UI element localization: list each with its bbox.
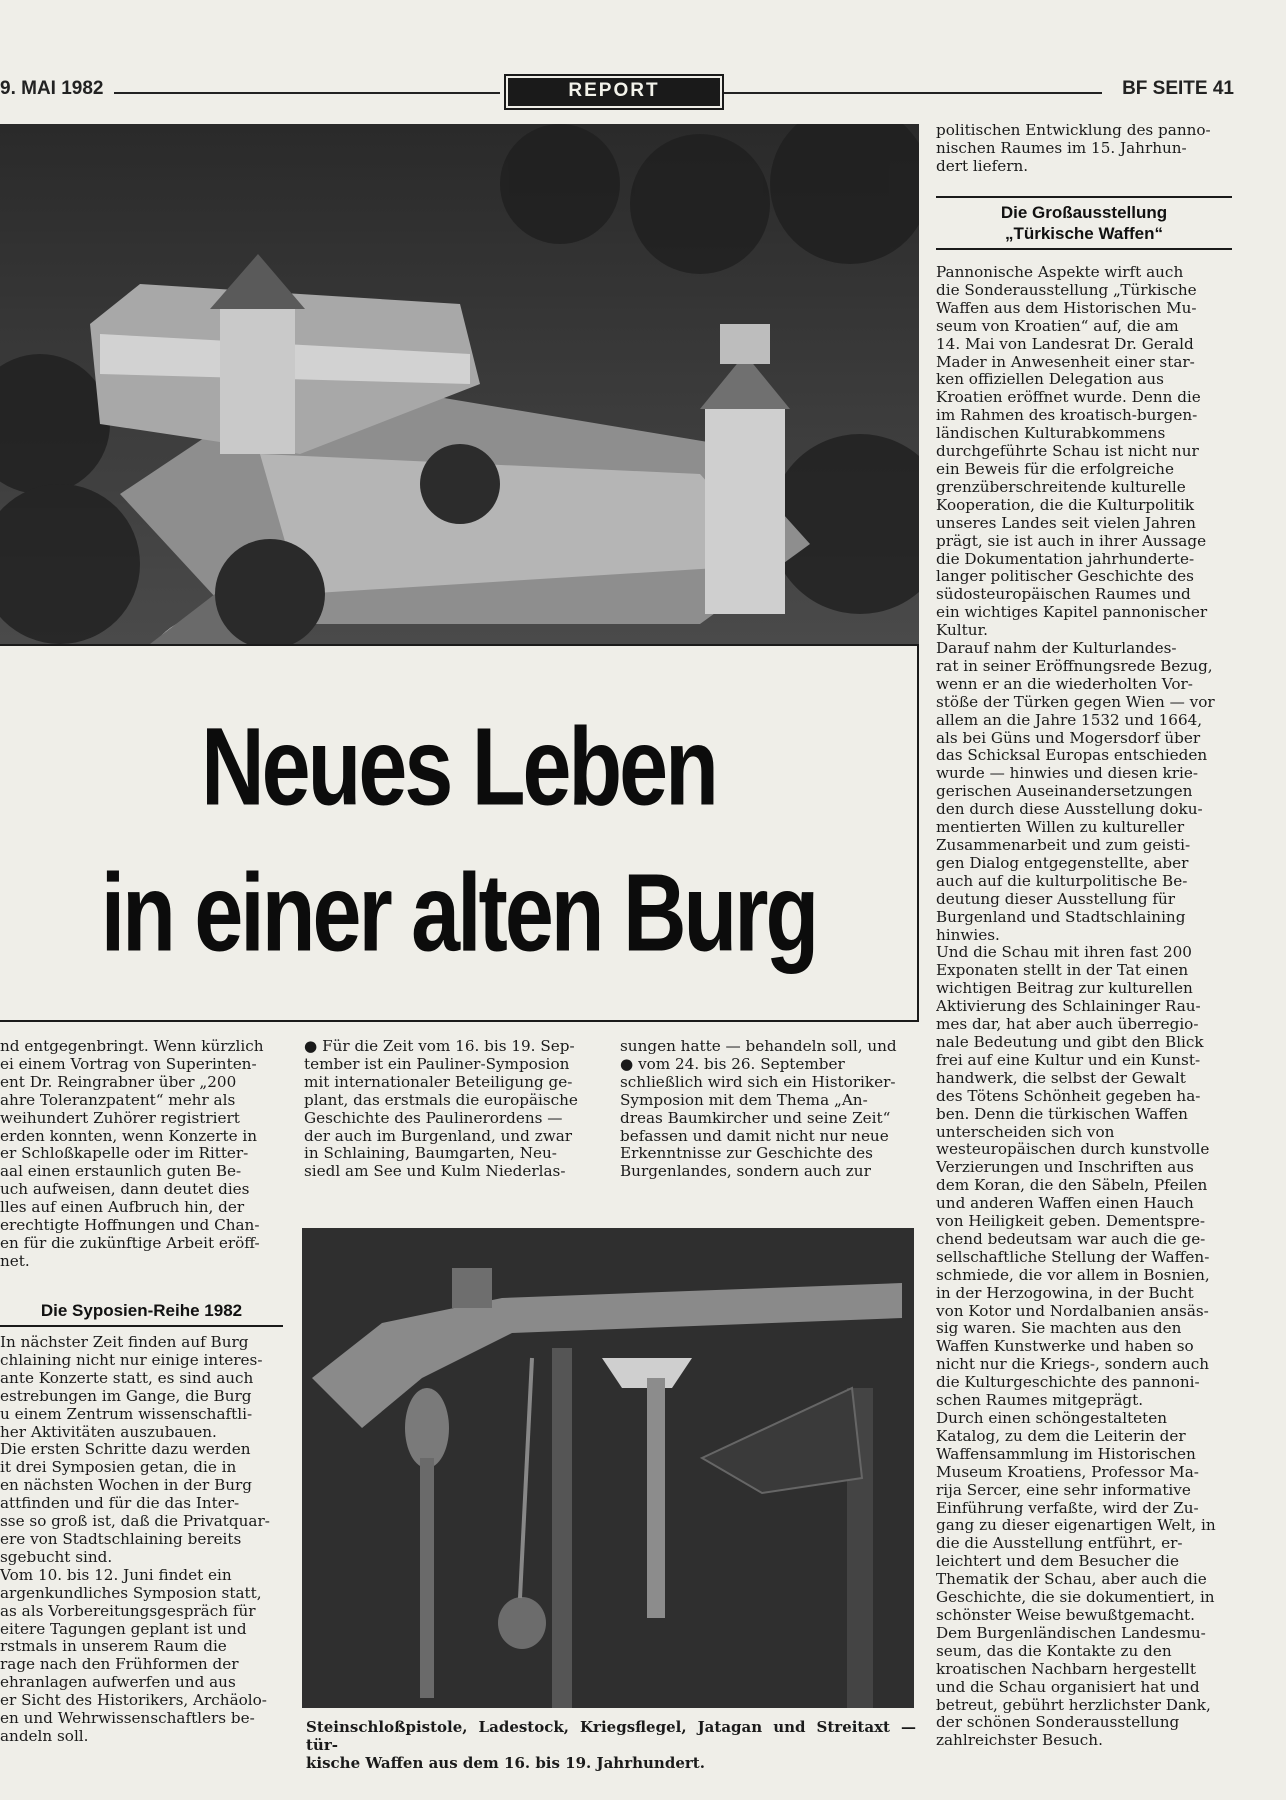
right-column-subhead: Die Großausstellung „Türkische Waffen“ [936, 196, 1232, 250]
header-rule-left [114, 92, 500, 94]
column-3-text: sungen hatte — behandeln soll, und ● vom 24. bis 26. September schließlich wird sich ein Historiker- Symposion mit dem Thema „An- dreas Baumkircher und seine Zeit“ befassen und damit nicht nur neue Erkenntnisse zur Geschichte des Burgenlandes, sondern auch zur [620, 1038, 897, 1181]
headline-line-1: Neues Leben [201, 704, 716, 829]
column-2-text: ● Für die Zeit vom 16. bis 19. Sep- tember ist ein Pauliner-Symposion mit internationaler Beteiligung ge- plant, das erstmals die europäische Geschichte des Paulinerordens — der auch im Burgenland, und zwar in Schlaining, Baumgarten, Neu- siedl am See und Kulm Niederlas- [304, 1038, 578, 1181]
castle-photo [0, 124, 919, 644]
weapons-photo [302, 1228, 914, 1708]
headline-line-2: in einer alten Burg [100, 850, 817, 975]
right-column-text: Pannonische Aspekte wirft auch die Sonderausstellung „Türkische Waffen aus dem Historischen Mu- seum von Kroatien“ auf, die am 14. Mai von Landesrat Dr. Gerald Mader in Anwesenheit einer star- ken offiziellen Delegation aus Kroatien eröffnet wurde. Denn die im Rahmen des kroatisch-burgen- ländischen Kulturabkommens durchgeführte Schau ist nicht nur ein Beweis für die erfolgreiche grenzüberschreitende kulturelle Kooperation, die die Kulturpolitik unseres Landes seit vielen Jahren prägt, sie ist auch in ihrer Aussage die Dokumentation jahrhunderte- langer politischer Geschichte des südosteuropäischen Raumes und ein wichtiges Kapitel pannonischer Kultur. Darauf nahm der Kulturlandes- rat in seiner Eröffnungsrede Bezug, wenn er an die wiederholten Vor- stöße der Türken gegen Wien — vor allem an die Jahre 1532 und 1664, als bei Güns und Mogersdorf über das Schicksal Europas entschieden wurde — hinwies und diesen krie- gerischen Auseinandersetzungen den durch diese Ausstellung doku- mentierten Willen zu kultureller Zusammenarbeit und zum geisti- gen Dialog entgegenstellte, aber auch auf die kulturpolitische Be- deutung dieser Ausstellung für Burgenland und Stadtschlaining hinwies. Und die Schau mit ihren fast 200 Exponaten stellt in der Tat einen wichtigen Beitrag zur kulturellen Aktivierung des Schlaininger Rau- mes dar, hat aber auch überregio- nale Bedeutung und gibt den Blick frei auf eine Kultur und ein Kunst- handwerk, die selbst der Gewalt des Tötens Schönheit gegeben ha- ben. Denn die türkischen Waffen unterscheiden sich von westeuropäischen durch kunstvolle Verzierungen und Inschriften aus dem Koran, die den Säbeln, Pfeilen und anderen Waffen einen Hauch von Heiligkeit geben. Dementspre- chend bedeutsam war auch die ge- sellschaftliche Stellung der Waffen- schmiede, die vor allem in Bosnien, in der Herzogowina, in der Bucht von Kotor und Nordalbanien ansäs- sig waren. Sie machten aus den Waffen Kunstwerke und haben so nicht nur die Kriegs-, sondern auch die Kulturgeschichte des pannoni- schen Raumes mitgeprägt. Durch einen schöngestalteten Katalog, zu dem die Leiterin der Waffensammlung im Historischen Museum Kroatiens, Professor Ma- rija Sercer, eine sehr informative Einführung verfaßte, wird der Zu- gang zu dieser eigenartigen Welt, in die die Ausstellung entführt, er- leichtert und dem Besucher die Thematik der Schau, aber auch die Geschichte, die sie dokumentiert, in schönster Weise bewußtgemacht. Dem Burgenländischen Landesmu- seum, das die Kontakte zu den kroatischen Nachbarn hergestellt und die Schau organisiert hat und betreut, gebührt herzlichster Dank, der schönen Sonderausstellung zahlreichster Besuch. [936, 264, 1216, 1750]
column-1-subhead: Die Syposien-Reihe 1982 [0, 1300, 283, 1327]
section-label: REPORT [504, 74, 724, 110]
column-1-text-2: In nächster Zeit finden auf Burg chlaining nicht nur einige interes- ante Konzerte statt, es sind auch estrebungen im Gange, die Burg u einem Zentrum wissenschaftli- her Aktivitäten auszubauen. Die ersten Schritte dazu werden it drei Symposien getan, die in en nächsten Wochen in der Burg attfinden und für die das Inter- sse so groß ist, daß die Privatquar- ere von Stadtschlaining bereits sgebucht sind. Vom 10. bis 12. Juni findet ein argenkundliches Symposion statt, as als Vorbereitungsgespräch für eitere Tagungen geplant ist und rstmals in unserem Raum die rage nach den Frühformen der ehranlagen aufwerfen und aus er Sicht des Historikers, Archäolo- en und Wehrwissenschaftlers be- andeln soll. [0, 1334, 270, 1745]
photo-caption: Steinschloßpistole, Ladestock, Kriegsflegel, Jatagan und Streitaxt — tür- kische Waffen aus dem 16. bis 19. Jahrhundert. [306, 1718, 916, 1772]
column-1-text: nd entgegenbringt. Wenn kürzlich ei einem Vortrag von Superinten- ent Dr. Reingrabner über „200 ahre Toleranzpatent“ mehr als weihundert Zuhörer registriert erden konnten, wenn Konzerte in er Schloßkapelle oder im Ritter- aal einen erstaunlich guten Be- uch aufweisen, dann deutet dies lles auf einen Aufbruch hin, der erechtigte Hoffnungen und Chan- en für die zukünftige Arbeit eröff- net. [0, 1038, 264, 1270]
header-rule-right [724, 92, 1102, 94]
right-column-top-text: politischen Entwicklung des panno- nischen Raumes im 15. Jahrhun- dert liefern. [936, 122, 1211, 175]
issue-date: 9. MAI 1982 [0, 78, 104, 99]
headline-box [0, 644, 919, 1022]
page-number: BF SEITE 41 [1122, 78, 1234, 99]
